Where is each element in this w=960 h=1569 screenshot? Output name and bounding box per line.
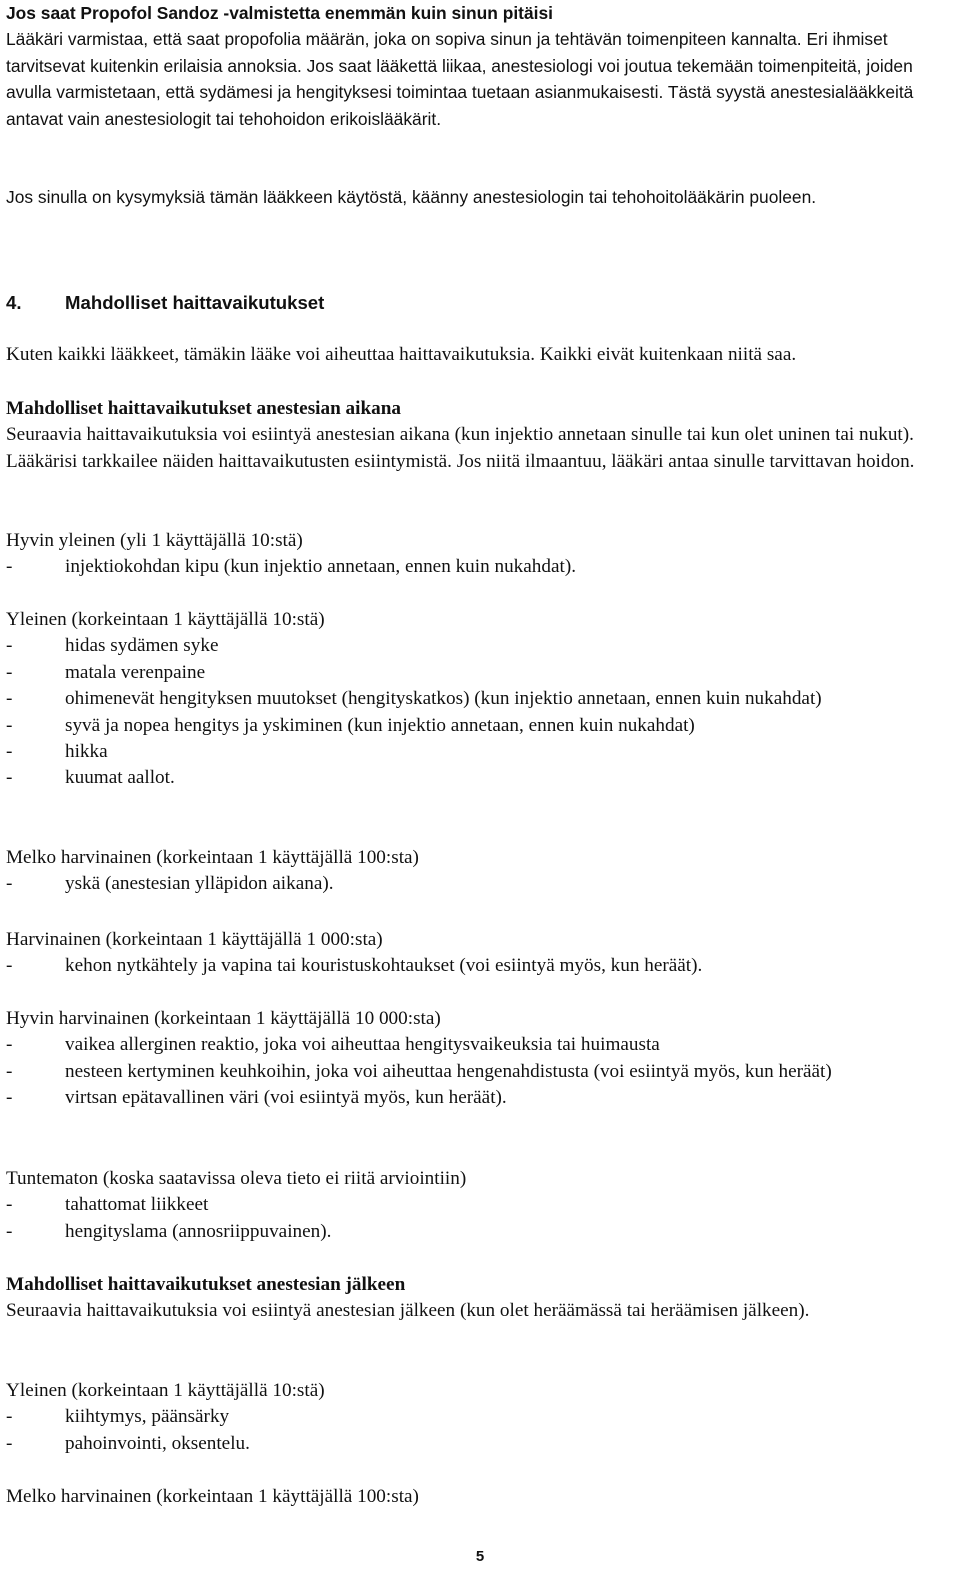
list-item: - nesteen kertyminen keuhkoihin, joka voi aiheuttaa hengenahdistusta (voi esiintyä myös, kun heräät) — [6, 1060, 832, 1082]
list-item: - tahattomat liikkeet — [6, 1194, 209, 1216]
page-number: 5 — [475, 1548, 485, 1565]
frequency-label: Tuntematon (koska saatavissa oleva tieto ei riitä arviointiin) — [6, 1168, 467, 1189]
during-group-5 — [6, 1166, 946, 1245]
after-group-0 — [6, 1378, 946, 1457]
section-title: Mahdolliset haittavaikutukset — [65, 292, 325, 313]
list-item: - pahoinvointi, oksentelu. — [6, 1432, 250, 1454]
after-group-1 — [6, 1484, 946, 1510]
overdose-heading: Jos saat Propofol Sandoz -valmistetta enemmän kuin sinun pitäisi — [6, 3, 553, 23]
questions-section — [6, 184, 946, 210]
frequency-label: Melko harvinainen (korkeintaan 1 käyttäjällä 100:sta) — [6, 847, 419, 868]
frequency-label: Hyvin harvinainen (korkeintaan 1 käyttäjällä 10 000:sta) — [6, 1008, 441, 1029]
list-item: - syvä ja nopea hengitys ja yskiminen (kun injektio annetaan, ennen kuin nukahdat) — [6, 714, 695, 736]
list-item: - kehon nytkähtely ja vapina tai kouristuskohtaukset (voi esiintyä myös, kun heräät). — [6, 955, 703, 977]
during-intro: Seuraavia haittavaikutuksia voi esiintyä anestesian aikana (kun injektio annetaan sinulle tai kun olet uninen tai nukut). Lääkärisi tarkkailee näiden haittavaikutusten esiintymistä. Jos niitä ilmaantuu, lääkäri antaa sinulle tarvittavan hoidon. — [6, 424, 915, 472]
during-group-4 — [6, 1006, 946, 1112]
list-item: - vaikea allerginen reaktio, joka voi aiheuttaa hengitysvaikeuksia tai huimausta — [6, 1034, 660, 1056]
section-4-intro — [6, 342, 946, 368]
list-item: - hikka — [6, 741, 108, 763]
list-item: - hengityslama (annosriippuvainen). — [6, 1220, 332, 1242]
during-heading: Mahdolliset haittavaikutukset anestesian aikana — [6, 398, 402, 419]
after-intro: Seuraavia haittavaikutuksia voi esiintyä anestesian jälkeen (kun olet heräämässä tai heräämisen jälkeen). — [6, 1300, 810, 1322]
list-item: - ohimenevät hengityksen muutokset (hengityskatkos) (kun injektio annetaan, ennen kuin nukahdat) — [6, 688, 822, 710]
overdose-section — [6, 0, 946, 132]
frequency-label: Yleinen (korkeintaan 1 käyttäjällä 10:stä) — [6, 609, 325, 630]
overdose-paragraph: Lääkäri varmistaa, että saat propofolia määrän, joka on sopiva sinun ja tehtävän toimenpiteen kannalta. Eri ihmiset tarvitsevat kuitenkin erilaisia annoksia. Jos saat lääkettä liikaa, anestesiologi voi joutua tekemään toimenpiteitä, joiden avulla varmistetaan, että sydämesi ja hengityksesi toimintaa tuetaan asianmukaisesti. Tästä syystä anestesialääkkeitä antavat vain anestesiologit tai tehohoidon erikoislääkärit. — [6, 29, 914, 129]
section-4-header — [6, 290, 946, 316]
frequency-label: Hyvin yleinen (yli 1 käyttäjällä 10:stä) — [6, 530, 303, 551]
after-heading: Mahdolliset haittavaikutukset anestesian jälkeen — [6, 1274, 406, 1295]
frequency-label: Harvinainen (korkeintaan 1 käyttäjällä 1 000:sta) — [6, 929, 383, 950]
during-group-1 — [6, 607, 946, 792]
list-item: - virtsan epätavallinen väri (voi esiintyä myös, kun heräät). — [6, 1087, 507, 1109]
list-item: - injektiokohdan kipu (kun injektio annetaan, ennen kuin nukahdat). — [6, 556, 577, 578]
during-section — [6, 396, 946, 475]
list-item: - matala verenpaine — [6, 661, 206, 683]
section-intro-paragraph: Kuten kaikki lääkkeet, tämäkin lääke voi aiheuttaa haittavaikutuksia. Kaikki eivät kuitenkaan niitä saa. — [6, 344, 797, 365]
during-group-2 — [6, 845, 946, 898]
frequency-label: Yleinen (korkeintaan 1 käyttäjällä 10:stä) — [6, 1380, 325, 1401]
frequency-label: Melko harvinainen (korkeintaan 1 käyttäjällä 100:sta) — [6, 1486, 419, 1507]
list-item: - kuumat aallot. — [6, 767, 175, 789]
list-item: - kiihtymys, päänsärky — [6, 1406, 230, 1428]
list-item: - hidas sydämen syke — [6, 635, 219, 657]
after-section — [6, 1272, 946, 1325]
during-group-3 — [6, 927, 946, 980]
section-number: 4. — [6, 292, 22, 313]
list-item: - yskä (anestesian ylläpidon aikana). — [6, 873, 334, 895]
questions-paragraph: Jos sinulla on kysymyksiä tämän lääkkeen käytöstä, käänny anestesiologin tai tehohoitolääkärin puoleen. — [6, 187, 817, 207]
during-group-0 — [6, 528, 946, 581]
